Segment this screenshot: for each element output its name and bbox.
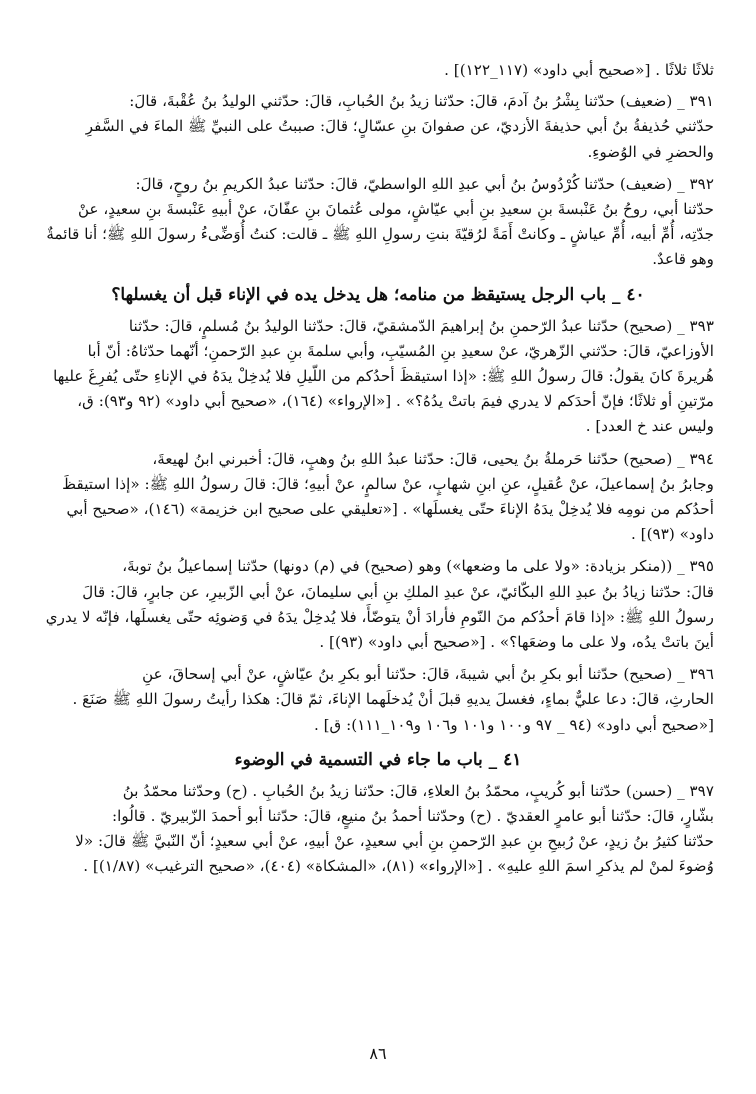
text-line: [«صحيح أبي داود» (٩٤ _ ٩٧ و١٠٠ و١٠١ و١٠٦ و١٠٩_١١١): ق] . (313, 715, 714, 734)
text-line: ثلاثًا ثلاثًا . [«صحيح أبي داود» (١١٧_١٢٢)] . (444, 61, 714, 79)
text-line: رسولُ اللهِ ﷺ: «إذا قامَ أحدُكم منَ النّومِ فأرادَ أنْ يتوضّأَ، فلا يُدخِلْ يدَهُ في وَضوئِه حتّى يغسلَها، فإنّه لا يدري (45, 607, 714, 626)
text-line: الحارثِ، قالَ: دعا عليٌّ بماءٍ، فغسلَ يديهِ قبلَ أنْ يُدخلَهما الإناءَ، ثمّ قالَ: هكذا رأيتُ رسولَ اللهِ ﷺ صَنَعَ . (72, 690, 714, 709)
text-line: وجابرُ بنُ إسماعيلَ، عنْ عُقيلٍ، عنِ ابنِ شهابٍ، عنْ سالمٍ، عنْ أبيهِ؛ قالَ: قالَ رسولُ اللهِ ﷺ: «إذا استيقظَ (62, 474, 714, 493)
chapter-heading: ٤١ _ باب ما جاء في التسمية في الوضوء (234, 749, 522, 770)
text-line: ٣٩٧ _ (حسن) حدّثنا أبو كُريبٍ، محمّدُ بنُ العلاءِ، قالَ: حدّثنا زيدُ بنُ الحُبابِ . (ح) وحدّثنا محمّدُ بنُ (122, 781, 714, 800)
text-line: قالَ: حدّثنا زيادُ بنُ عبدِ اللهِ البكّائيّ، عنْ عبدِ الملكِ بنِ أبي سليمانَ، عنْ أبي الزّبيرِ، عن جابرٍ، قالَ: قالَ (82, 582, 714, 601)
text-line: أحدُكم من نومِه فلا يُدخِلْ يدَهُ الإناءَ حتّى يغسلَها» . [«تعليقي على صحيح ابن خزيمة» (١٤٦)، «صحيح أبي (66, 500, 714, 519)
page-number: ٨٦ (369, 1044, 387, 1063)
text-line: ٣٩٦ _ (صحيح) حدّثنا أبو بكرِ بنُ أبي شيبةَ، قالَ: حدّثنا أبو بكرِ بنُ عيّاشٍ، عنْ أبي إسحاقَ، عنِ (142, 665, 714, 684)
text-line: ٣٩٤ _ (صحيح) حدّثنا حَرملةُ بنُ يحيى، قالَ: حدّثنا عبدُ اللهِ بنُ وهبٍ، قالَ: أخبرني ابنُ لهيعةَ، (152, 449, 714, 468)
text-line: بشّارٍ، قالَ: حدّثنا أبو عامرٍ العقديّ . (ح) وحدّثنا أحمدُ بنُ منيعٍ، قالَ: حدّثنا أبو أحمدَ الزّبيريّ . قالُوا: (112, 807, 714, 826)
text-line: أينَ باتتْ يدُه، ولا على ما وضعَها؟» . [«صحيح أبي داود» (٩٣)] . (319, 633, 714, 652)
hadith-paragraph (42, 58, 714, 83)
text-line: جدّتِه، أُمِّ أبيه، أُمِّ عياشٍ ـ وكانتْ أَمَةً لرُقيّةَ بنتِ رسولِ اللهِ ﷺ ـ قالت: كنتُ أُوَضِّىءُ رسولَ اللهِ ﷺ؛ أنا قائمةٌ (46, 225, 714, 244)
chapter-heading: ٤٠ _ باب الرجل يستيقظ من منامه؛ هل يدخل يده في الإناء قبل أن يغسلها؟ (111, 284, 645, 305)
hadith-paragraph (42, 89, 714, 165)
text-line: مرّتينِ أو ثلاثًا؛ فإنّ أحدَكم لا يدري فيمَ باتتْ يدُهُ؟» . [«الإرواء» (١٦٤)، «صحيح أبي داود» (٩٢ و٩٣): ق، (77, 392, 714, 411)
text-line: والحضرِ في الوُضوءِ. (587, 142, 714, 161)
text-line: وليس عند خ العدد] . (585, 417, 714, 436)
page-body (42, 58, 714, 880)
text-line: ٣٩٥ _ ((منكر بزيادة: «ولا على ما وضعها») وهو (صحيح) في (م) دونها) حدّثنا إسماعيلُ بنُ توبةَ، (122, 557, 714, 576)
text-line: حدّثني حُذيفةُ بنُ أبي حذيفةَ الأزديّ، عن صفوانَ بنِ عسّالٍ؛ قالَ: صببتُ على النبيِّ ﷺ الماءَ في السَّفرِ (85, 117, 714, 136)
hadith-paragraph (42, 662, 714, 738)
text-line: داود» (٩٣)] . (631, 525, 714, 544)
text-line: ٣٩٣ _ (صحيح) حدّثنا عبدُ الرّحمنِ بنُ إبراهيمَ الدّمشقيّ، قالَ: حدّثنا الوليدُ بنُ مُسلمٍ، قالَ: حدّثنا (128, 316, 714, 335)
text-line: ٣٩١ _ (ضعيف) حدّثنا بِشْرُ بنُ آدمَ، قالَ: حدّثنا زيدُ بنُ الحُبابِ، قالَ: حدّثني الوليدُ بنُ عُقْبةَ، قالَ: (129, 92, 714, 111)
text-line: هُريرةَ كانَ يقولُ: قالَ رسولُ اللهِ ﷺ: «إذا استيقظَ أحدُكم من اللّيلِ فلا يُدخِلْ يدَهُ في الإناءِ حتّى يُفرِغَ عليها (53, 367, 714, 386)
hadith-paragraph (42, 314, 714, 440)
text-line: حدّثنا أبي، روحُ بنُ عَنْبسةَ بنِ سعيدِ بنِ أبي عيّاشٍ، مولى عُثمانَ بنِ عفّانَ، عنْ أبيهِ عَنْبسةَ بنِ سعيدٍ، عنْ (77, 200, 714, 219)
text-line: ٣٩٢ _ (ضعيف) حدّثنا كُرْدُوسُ بنُ أبي عبدِ اللهِ الواسطيّ، قالَ: حدّثنا عبدُ الكريمِ بنُ روحٍ، قالَ: (135, 174, 714, 193)
text-line: حدّثنا كثيرُ بنُ زيدٍ، عنْ رُبيحِ بنِ عبدِ الرّحمنِ بنِ أبي سعيدٍ، عنْ أبيهِ، عنْ أبي سعيدٍ؛ أنّ النّبيَّ ﷺ قالَ: «لا (75, 832, 714, 851)
hadith-paragraph (42, 172, 714, 273)
text-line: وُضوءَ لمنْ لم يذكرِ اسمَ اللهِ عليهِ» . [«الإرواء» (٨١)، «المشكاة» (٤٠٤)، «صحيح الترغيب» (١/٨٧)] . (83, 857, 714, 876)
hadith-paragraph (42, 447, 714, 548)
text-line: وهو قاعدٌ. (652, 250, 714, 269)
hadith-paragraph (42, 554, 714, 655)
text-line: الأوزاعيّ، قالَ: حدّثني الزّهريّ، عنْ سعيدِ بنِ المُسيّبِ، وأبي سلمةَ بنِ عبدِ الرّحمنِ؛ أنّهما حدّثاهُ: أنّ أبا (87, 341, 714, 360)
hadith-paragraph (42, 779, 714, 880)
